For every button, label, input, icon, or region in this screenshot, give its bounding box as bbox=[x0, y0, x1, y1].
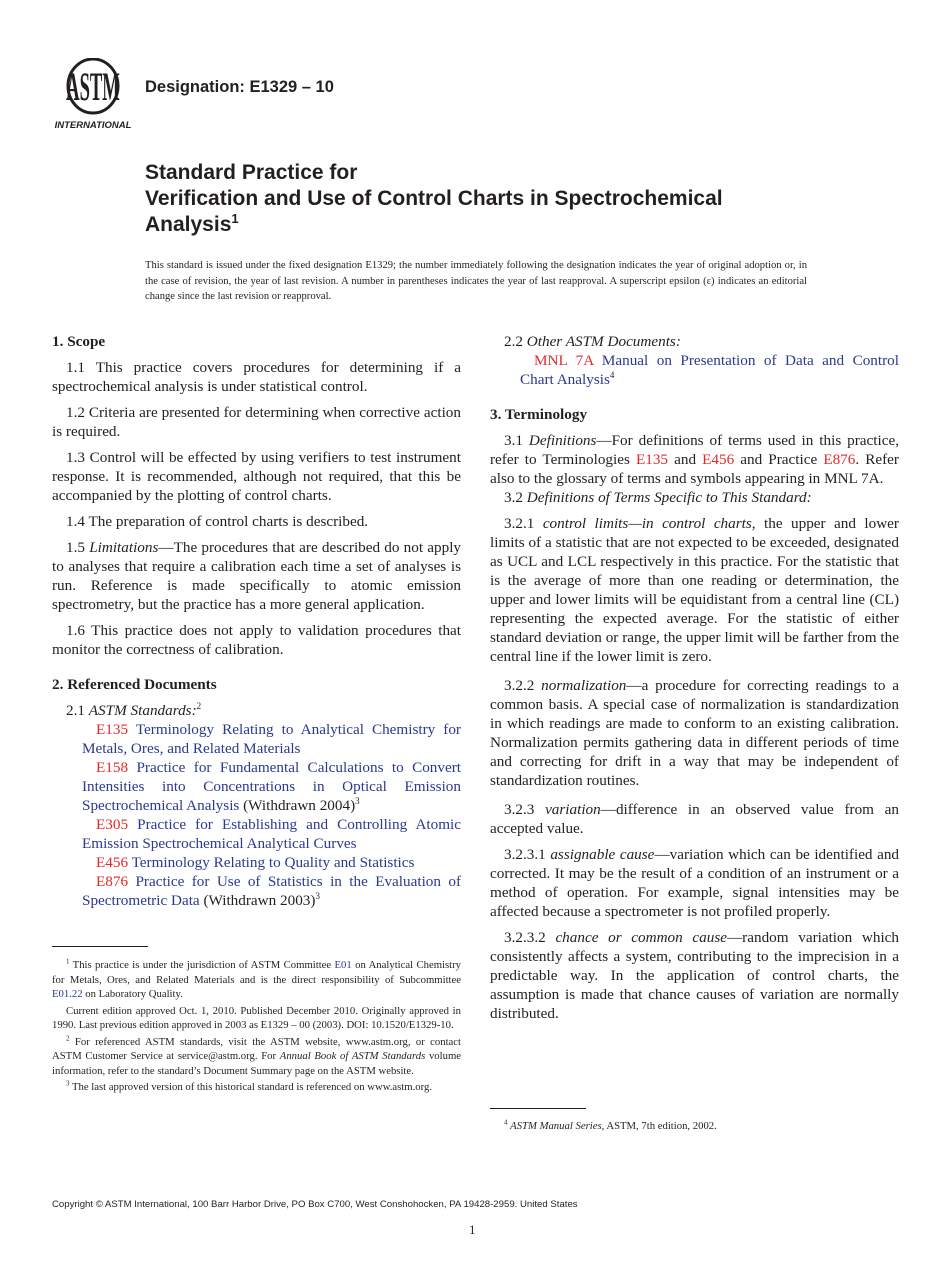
ref-mnl7a bbox=[490, 351, 899, 389]
para-3-2-2-num: 3.2.2 bbox=[504, 677, 542, 694]
para-3-2-1 bbox=[490, 514, 899, 666]
title-line-3 bbox=[145, 212, 845, 238]
ref-e876 bbox=[52, 872, 461, 910]
para-3-1-and: and bbox=[668, 451, 703, 468]
footnote-2-text-a: For referenced ASTM standards, visit the ASTM website, www.astm.org, or contact ASTM Customer Service at service@astm.org. For bbox=[52, 1035, 461, 1062]
para-1-5-term: Limitations bbox=[89, 539, 159, 556]
footnote-1-text-b: on Analytical Chemistry for Metals, Ores, and Related Materials and is the direct responsibility of Subcommittee bbox=[52, 959, 462, 986]
para-3-2 bbox=[490, 488, 899, 507]
term-e456-link[interactable]: E456 bbox=[702, 451, 735, 468]
para-2-2 bbox=[490, 332, 899, 351]
astm-logo bbox=[52, 58, 134, 132]
para-1-3: 1.3 Control will be effected by using verifiers to test instrument response. It is recommended, although not required, that this be accompanied by the plotting of control charts. bbox=[52, 449, 461, 504]
footnote-rule-left bbox=[52, 946, 148, 947]
para-1-2: 1.2 Criteria are presented for determining when corrective action is required. bbox=[52, 404, 461, 440]
footnote-4-mark: 4 bbox=[504, 1118, 508, 1127]
title-line-1: Standard Practice for bbox=[145, 161, 358, 184]
para-2-1-num: 2.1 bbox=[66, 702, 89, 719]
footnote-2 bbox=[52, 1035, 461, 1079]
para-3-1-text-a: —For definitions of terms used in this practice, refer to Terminologies bbox=[490, 432, 900, 468]
para-1-5 bbox=[52, 538, 461, 614]
footnote-4-text: , ASTM, 7th edition, 2002. bbox=[601, 1120, 717, 1132]
ref-e305-code-link[interactable]: E305 bbox=[96, 816, 129, 833]
para-3-2-3-1-text: —variation which can be identified and corrected. It may be the result of a condition of an instrument or a method of operation. For example, signal intensities may be affected because a spectrometer is not profiled properly. bbox=[490, 846, 900, 920]
para-3-2-1-text: , the upper and lower limits of a statistic that are not expected to be exceeded, designated as UCL and LCL respectively in this practice. For the statistic that is the average of more than one reading or determination, the upper and lower limits will be equidistant from a central line (CL) representing the expected average. For the statistic of either standard deviation or range, the upper limit will be farther from the central line if the lower limit is zero. bbox=[490, 515, 899, 665]
title-footnote-mark: 1 bbox=[231, 211, 239, 226]
committee-e01-link[interactable]: E01 bbox=[334, 959, 352, 971]
para-3-2-3-2-text: —random variation which consistently affects a system, contributing to the imprecision in a predictable way. In the application of control charts, the assumption is made that chance causes of variation are normally distributed. bbox=[490, 929, 899, 1022]
section-3-heading: 3. Terminology bbox=[490, 406, 588, 423]
para-3-2-3-num: 3.2.3 bbox=[504, 801, 546, 818]
ref-e456-code-link[interactable]: E456 bbox=[96, 854, 129, 871]
ref-mnl7a-code-link[interactable]: MNL 7A bbox=[534, 352, 594, 369]
para-3-2-3 bbox=[490, 800, 899, 838]
practice-e876-link[interactable]: E876 bbox=[823, 451, 856, 468]
para-1-5-text: —The procedures that are described do not apply to analyses that require a calibration each time a set of analyses is run. Reference is made specifically to atomic emission spectrometry, but the practice has a more general application. bbox=[52, 539, 462, 613]
para-3-2-label: Definitions of Terms Specific to This Standard: bbox=[526, 489, 812, 506]
para-3-1-num: 3.1 bbox=[504, 432, 529, 449]
footnote-1-text-a: This practice is under the jurisdiction of ASTM Committee bbox=[69, 959, 335, 971]
para-2-2-num: 2.2 bbox=[504, 333, 527, 350]
footnote-2-italic: Annual Book of ASTM Standards bbox=[279, 1050, 426, 1062]
designation-notice: This standard is issued under the fixed designation E1329; the number immediately following the designation indicates the year of original adoption or, in the case of revision, the year of last revision. A number in parentheses indicates the year of last reapproval. A superscript epsilon (ε) indicates an editorial change since the last revision or reapproval. bbox=[145, 260, 807, 302]
para-3-2-3-1 bbox=[490, 845, 899, 921]
para-1-6: 1.6 This practice does not apply to validation procedures that monitor the correctness of calibration. bbox=[52, 622, 461, 658]
astm-logo-letters: ASTM bbox=[66, 64, 120, 110]
section-1-heading: 1. Scope bbox=[52, 333, 106, 350]
para-2-1 bbox=[52, 701, 461, 720]
ref-e876-mark: 3 bbox=[315, 890, 320, 901]
para-3-2-3-1-term: assignable cause bbox=[550, 846, 655, 863]
ref-e305-title-link[interactable]: Practice for Establishing and Controlling Atomic Emission Spectrochemical Analytical Curves bbox=[82, 816, 461, 852]
footnote-1-mark: 1 bbox=[66, 957, 70, 966]
footnote-4-italic: ASTM Manual Series bbox=[510, 1120, 602, 1132]
ref-e158-code-link[interactable]: E158 bbox=[96, 759, 129, 776]
left-column bbox=[52, 332, 461, 910]
footnote-2-text-b: volume information, refer to the standard’s Document Summary page on the ASTM website. bbox=[52, 1050, 462, 1077]
ref-e135 bbox=[52, 720, 461, 758]
footnote-1-text-c: on Laboratory Quality. bbox=[82, 988, 183, 1000]
para-3-2-2-term: normalization bbox=[541, 677, 627, 694]
ref-e456-title-link[interactable]: Terminology Relating to Quality and Statistics bbox=[131, 854, 415, 871]
footnote-3-text: The last approved version of this historical standard is referenced on www.astm.org. bbox=[69, 1081, 432, 1093]
footnotes-left bbox=[52, 958, 461, 1095]
para-3-1-term: Definitions bbox=[528, 432, 597, 449]
para-2-1-mark: 2 bbox=[196, 700, 202, 711]
title-line-2: Verification and Use of Control Charts in Spectrochemical bbox=[145, 187, 723, 210]
ref-e876-code-link[interactable]: E876 bbox=[96, 873, 129, 890]
para-3-2-num: 3.2 bbox=[504, 489, 527, 506]
astm-logo-caption: INTERNATIONAL bbox=[54, 120, 132, 131]
footnote-3 bbox=[52, 1080, 461, 1095]
para-3-1-text-b: and Practice bbox=[734, 451, 824, 468]
subcommittee-e0122-link[interactable]: E01.22 bbox=[52, 988, 83, 1000]
designation: Designation: E1329 – 10 bbox=[145, 78, 334, 96]
footnote-2-mark: 2 bbox=[66, 1033, 70, 1042]
footnote-1 bbox=[52, 958, 461, 1002]
para-3-2-3-text: —difference in an observed value from an accepted value. bbox=[490, 801, 899, 837]
para-3-2-1-num: 3.2.1 bbox=[504, 515, 543, 532]
para-3-2-2 bbox=[490, 676, 899, 790]
ref-e456 bbox=[52, 853, 461, 872]
ref-e158-title-link[interactable]: Practice for Fundamental Calculations to Convert Intensities into Concentrations in Optical Emission Spectrochemical Analysis bbox=[82, 759, 462, 814]
ref-mnl7a-title-link[interactable]: Manual on Presentation of Data and Control Chart Analysis bbox=[520, 352, 899, 388]
para-2-1-label: ASTM Standards: bbox=[88, 702, 197, 719]
footnote-4 bbox=[490, 1119, 899, 1134]
para-3-2-3-2 bbox=[490, 928, 899, 1023]
ref-e135-title-link[interactable]: Terminology Relating to Analytical Chemistry for Metals, Ores, and Related Materials bbox=[82, 721, 461, 757]
ref-e158-mark: 3 bbox=[355, 795, 360, 806]
ref-e158-note: (Withdrawn 2004) bbox=[239, 797, 356, 814]
ref-e135-code-link[interactable]: E135 bbox=[96, 721, 129, 738]
ref-e305 bbox=[52, 815, 461, 853]
document-title bbox=[145, 160, 845, 238]
footnote-3-mark: 3 bbox=[66, 1079, 70, 1088]
para-3-2-3-2-term: chance or common cause bbox=[555, 929, 727, 946]
copyright-notice: Copyright © ASTM International, 100 Barr Harbor Drive, PO Box C700, West Conshohocken, PA 19428-2959. United States bbox=[52, 1199, 578, 1210]
para-1-5-num: 1.5 bbox=[66, 539, 90, 556]
para-3-2-1-term: control limits—in control charts bbox=[542, 515, 752, 532]
ref-e158 bbox=[52, 758, 461, 815]
astm-logo-mark bbox=[52, 58, 134, 132]
term-e135-link[interactable]: E135 bbox=[635, 451, 669, 468]
para-3-1-text-c: . Refer also to the glossary of terms and symbols appearing in MNL 7A. bbox=[490, 451, 899, 487]
para-1-1: 1.1 This practice covers procedures for determining if a spectrochemical analysis is under statistical control. bbox=[52, 359, 461, 395]
footnotes-right bbox=[490, 1119, 899, 1134]
para-3-2-3-2-num: 3.2.3.2 bbox=[504, 929, 556, 946]
para-1-4: 1.4 The preparation of control charts is described. bbox=[66, 513, 369, 530]
ref-e876-note: (Withdrawn 2003) bbox=[199, 892, 316, 909]
para-3-2-3-term: variation bbox=[545, 801, 601, 818]
footnote-rule-right bbox=[490, 1108, 586, 1109]
para-3-2-2-text: —a procedure for correcting readings to a common basis. A special case of normalization is standardization in which readings are made to conform to an existing calibration. Normalization permits gathering data in different periods of time and correcting for drift in a way that may be independent of standardization routines. bbox=[490, 677, 899, 789]
ref-mnl7a-mark: 4 bbox=[609, 369, 615, 380]
ref-e876-title-link[interactable]: Practice for Use of Statistics in the Evaluation of Spectrometric Data bbox=[82, 873, 462, 909]
para-3-1 bbox=[490, 431, 899, 488]
title-line-3-text: Analysis bbox=[145, 213, 232, 236]
section-2-heading: 2. Referenced Documents bbox=[52, 676, 217, 693]
page-number: 1 bbox=[469, 1222, 476, 1237]
right-column bbox=[490, 332, 899, 1023]
para-3-2-3-1-num: 3.2.3.1 bbox=[504, 846, 551, 863]
footnote-1-edition: Current edition approved Oct. 1, 2010. Published December 2010. Originally approved in 1990. Last previous edition approved in 2003 as E1329 – 00 (2003). DOI: 10.1520/E1329-10. bbox=[52, 1004, 461, 1031]
para-2-2-label: Other ASTM Documents: bbox=[526, 333, 681, 350]
